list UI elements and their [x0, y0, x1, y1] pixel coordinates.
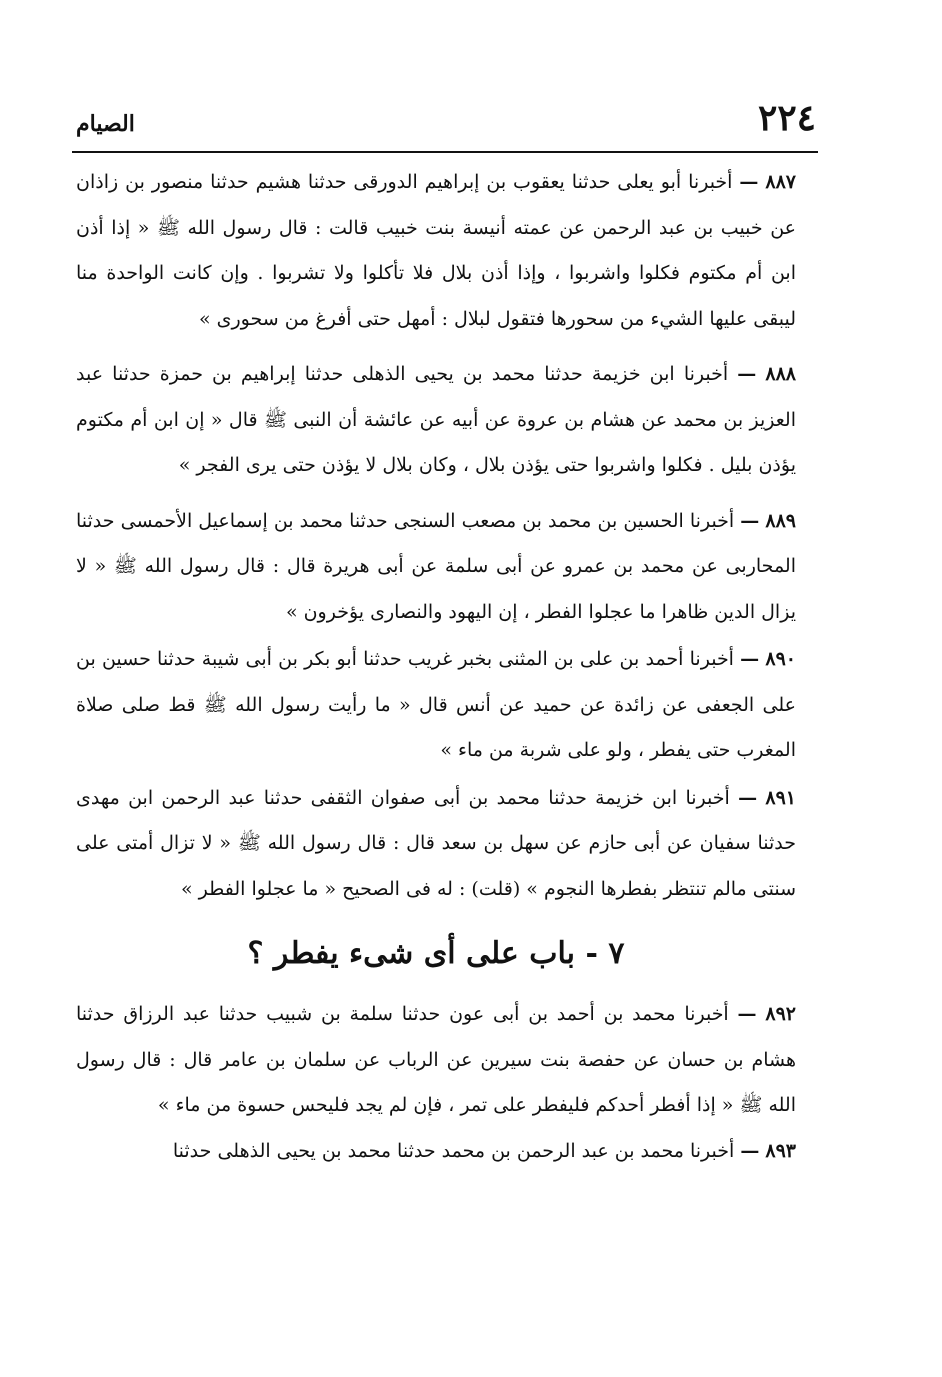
hadith-paragraph [76, 776, 796, 913]
hadith-paragraph [76, 637, 796, 774]
hadith-text: أخبرنا الحسين بن محمد بن مصعب السنجى حدثنا محمد بن إسماعيل الأحمسى حدثنا المحاربى عن محمد بن عمرو عن أبى سلمة عن أبى هريرة قال : قال رسول الله ﷺ « لا يزال الدين ظاهرا ما عجلوا الفطر ، إن اليهود والنصارى يؤخرون » [76, 509, 796, 623]
page-body [76, 160, 796, 1174]
running-header [76, 96, 816, 146]
hadith-paragraph [76, 992, 796, 1129]
dash-separator: — [737, 363, 757, 385]
dash-separator: — [738, 786, 758, 809]
hadith-number: ٨٩٠ [765, 648, 796, 670]
dash-separator: — [740, 1139, 760, 1162]
hadith-text: أخبرنا أحمد بن على بن المثنى بخبر غريب حدثنا أبو بكر بن أبى شيبة حدثنا حسين بن على الجعفى عن زائدة عن حميد عن أنس قال « ما رأيت رسول الله ﷺ قط صلى صلاة المغرب حتى يفطر ، ولو على شربة من ماء » [76, 648, 796, 761]
dash-separator: — [740, 648, 760, 670]
header-rule [72, 151, 818, 153]
hadith-text: أخبرنا ابن خزيمة حدثنا محمد بن أبى صفوان الثقفى حدثنا عبد الرحمن ابن مهدى حدثنا سفيان عن أبى حازم عن سهل بن سعد قال : قال رسول الله ﷺ « لا تزال أمتى على سنتى مالم تنتظر بفطرها النجوم » (قلت) : له فى الصحيح « ما عجلوا الفطر » [76, 786, 796, 900]
hadith-number: ٨٩١ [765, 786, 796, 809]
hadith-text: أخبرنا محمد بن عبد الرحمن بن محمد حدثنا محمد بن يحيى الذهلى حدثنا [172, 1139, 735, 1162]
hadith-text: أخبرنا محمد بن أحمد بن أبى عون حدثنا سلمة بن شبيب حدثنا عبد الرزاق حدثنا هشام بن حسان عن حفصة بنت سيرين عن الرباب عن سلمان بن عامر قال : قال رسول الله ﷺ « إذا أفطر أحدكم فليفطر على تمر ، فإن لم يجد فليحس حسوة من ماء » [76, 1003, 796, 1116]
hadith-paragraph [76, 352, 796, 489]
page-number: ٢٢٤ [757, 97, 816, 139]
hadith-text: أخبرنا أبو يعلى حدثنا يعقوب بن إبراهيم الدورقى حدثنا هشيم حدثنا منصور بن زاذان عن خبيب بن عبد الرحمن عن عمته أنيسة بنت خبيب قالت : قال رسول الله ﷺ « إذا أذن ابن أم مكتوم فكلوا واشربوا ، وإذا أذن بلال فلا تأكلوا ولا تشربوا . وإن كانت الواحدة منا ليبقى عليها الشيء من سحورها فتقول لبلال : أمهل حتى أفرغ من سحورى » [76, 171, 796, 330]
chapter-title: الصيام [76, 111, 135, 137]
hadith-number: ٨٩٣ [765, 1139, 796, 1162]
hadith-number: ٨٩٢ [765, 1003, 796, 1025]
dash-separator: — [740, 509, 760, 532]
section-heading: ٧ - باب على أى شىء يفطر ؟ [247, 936, 625, 971]
hadith-paragraph [76, 160, 796, 342]
hadith-text: أخبرنا ابن خزيمة حدثنا محمد بن يحيى الذهلى حدثنا إبراهيم بن حمزة حدثنا عبد العزيز بن محمد عن هشام بن عروة عن أبيه عن عائشة أن النبى ﷺ قال « إن ابن أم مكتوم يؤذن بليل . فكلوا واشربوا حتى يؤذن بلال ، وكان بلال لا يؤذن حتى يرى الفجر » [76, 363, 796, 476]
hadith-number: ٨٨٧ [765, 171, 797, 193]
dash-separator: — [739, 171, 759, 193]
hadith-number: ٨٨٩ [765, 509, 796, 532]
dash-separator: — [737, 1003, 757, 1025]
hadith-number: ٨٨٨ [765, 363, 796, 385]
hadith-paragraph [76, 1129, 796, 1175]
hadith-paragraph [76, 499, 796, 636]
